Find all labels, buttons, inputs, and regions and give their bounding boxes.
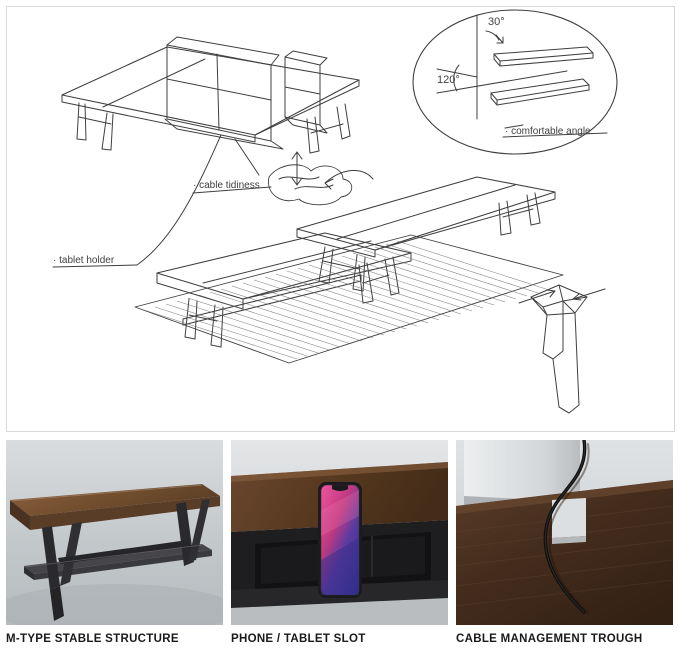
photo-m-type-stable-structure xyxy=(6,440,223,625)
card-caption-2: PHONE / TABLET SLOT xyxy=(231,633,366,645)
cable-management-image xyxy=(456,440,673,625)
feature-cards xyxy=(6,440,673,654)
m-type-structure-image xyxy=(6,440,223,625)
card-caption-3: CABLE MANAGEMENT TROUGH xyxy=(456,633,643,645)
design-sketch-drawing xyxy=(7,7,674,431)
photo-phone-tablet-slot xyxy=(231,440,448,625)
card-caption-1: M-TYPE STABLE STRUCTURE xyxy=(6,633,179,645)
feature-card-1 xyxy=(6,440,223,654)
phone-tablet-slot-image xyxy=(231,440,448,625)
annotation-angle-30: 30° xyxy=(488,16,505,28)
annotation-cable-tidiness: · cable tidiness xyxy=(193,180,260,191)
annotation-comfortable-angle: · comfortable angle xyxy=(505,126,591,137)
design-sketch-panel xyxy=(6,6,675,432)
annotation-angle-120: 120° xyxy=(437,74,460,86)
annotation-tablet-holder: · tablet holder xyxy=(53,255,115,266)
feature-card-3 xyxy=(456,440,673,654)
photo-cable-management-trough xyxy=(456,440,673,625)
feature-card-2 xyxy=(231,440,448,654)
